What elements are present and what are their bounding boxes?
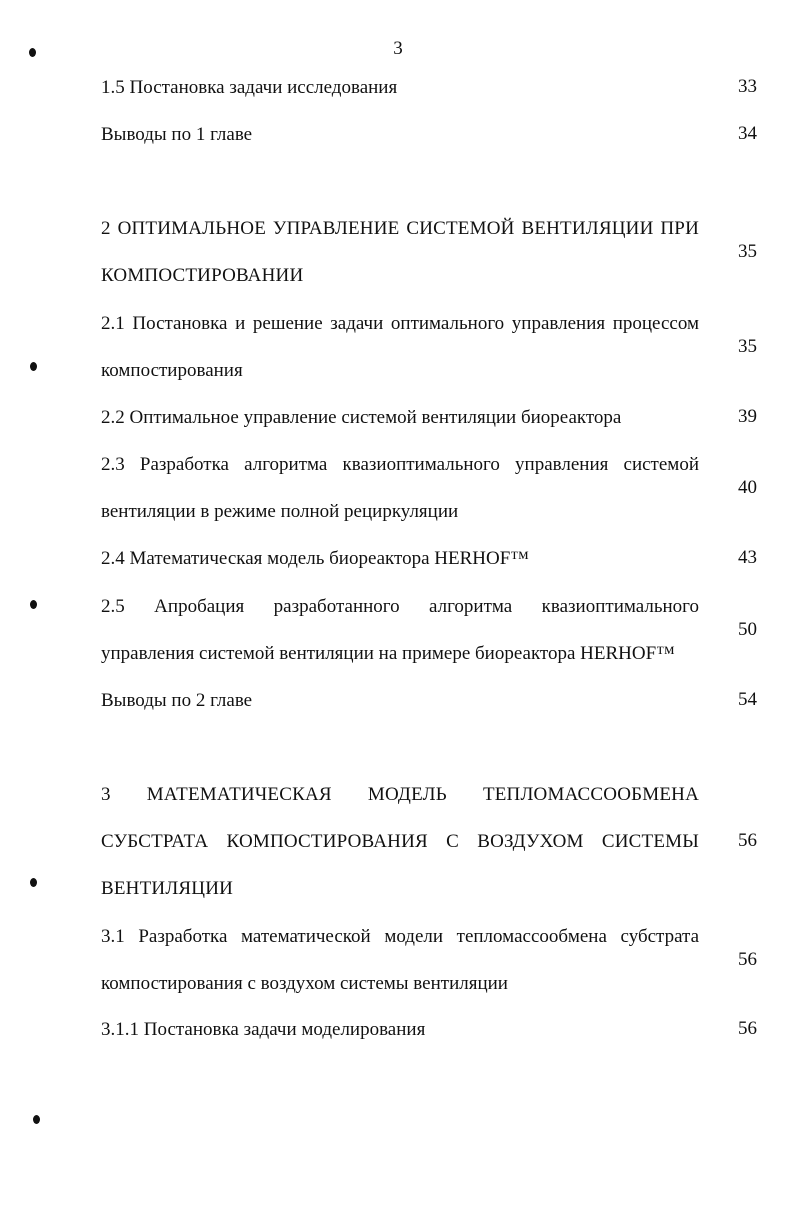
toc-entry-title-line1: 2.5 Апробация разработанного алгоритма квазиоптимального	[101, 596, 699, 617]
toc-entry-title: Выводы по 2 главе	[101, 690, 253, 711]
binding-mark	[30, 362, 37, 371]
toc-entry-title-line1: 3 МАТЕМАТИЧЕСКАЯ МОДЕЛЬ ТЕПЛОМАССООБМЕНА	[101, 784, 699, 805]
binding-mark	[30, 600, 37, 609]
toc-entry-title-line1: 3.1 Разработка математической модели тепломассообмена субстрата	[101, 926, 699, 947]
toc-entry-title-line1: 2 ОПТИМАЛЬНОЕ УПРАВЛЕНИЕ СИСТЕМОЙ ВЕНТИЛЯЦИИ ПРИ	[101, 218, 699, 239]
toc-entry-title-line2: вентиляции в режиме полной рециркуляции	[101, 501, 459, 522]
toc-entry-page: 56	[738, 830, 757, 851]
toc-entry-title: 2.4 Математическая модель биореактора HERHOF™	[101, 548, 529, 569]
page-number: 3	[393, 38, 403, 59]
toc-entry-title-line1: 2.3 Разработка алгоритма квазиоптимального управления системой	[101, 454, 699, 475]
toc-entry-page: 56	[738, 949, 757, 970]
toc-entry-page: 34	[738, 123, 757, 144]
toc-entry-page: 35	[738, 241, 757, 262]
binding-mark	[33, 1115, 40, 1124]
toc-entry-title: Выводы по 1 главе	[101, 124, 253, 145]
toc-entry-title-line2: СУБСТРАТА КОМПОСТИРОВАНИЯ С ВОЗДУХОМ СИСТЕМЫ	[101, 831, 699, 852]
toc-entry-page: 35	[738, 336, 757, 357]
toc-entry-title: 1.5 Постановка задачи исследования	[101, 77, 398, 98]
toc-entry-page: 39	[738, 406, 757, 427]
toc-entry-title: 3.1.1 Постановка задачи моделирования	[101, 1019, 426, 1040]
toc-entry-title-line2: управления системой вентиляции на примере биореактора HERHOF™	[101, 643, 675, 664]
toc-entry-page: 40	[738, 477, 757, 498]
toc-entry-title-line2: компостирования с воздухом системы вентиляции	[101, 973, 508, 994]
toc-entry-page: 56	[738, 1018, 757, 1039]
toc-entry-title-line1: 2.1 Постановка и решение задачи оптимального управления процессом	[101, 313, 699, 334]
toc-entry-title-line2: компостирования	[101, 360, 243, 381]
toc-entry-title: 2.2 Оптимальное управление системой вентиляции биореактора	[101, 407, 622, 428]
binding-mark	[30, 878, 37, 887]
toc-entry-page: 33	[738, 76, 757, 97]
toc-entry-page: 50	[738, 619, 757, 640]
toc-entry-page: 43	[738, 547, 757, 568]
toc-entry-page: 54	[738, 689, 757, 710]
toc-entry-title-line2: КОМПОСТИРОВАНИИ	[101, 265, 304, 286]
toc-entry-title-line3: ВЕНТИЛЯЦИИ	[101, 878, 234, 899]
